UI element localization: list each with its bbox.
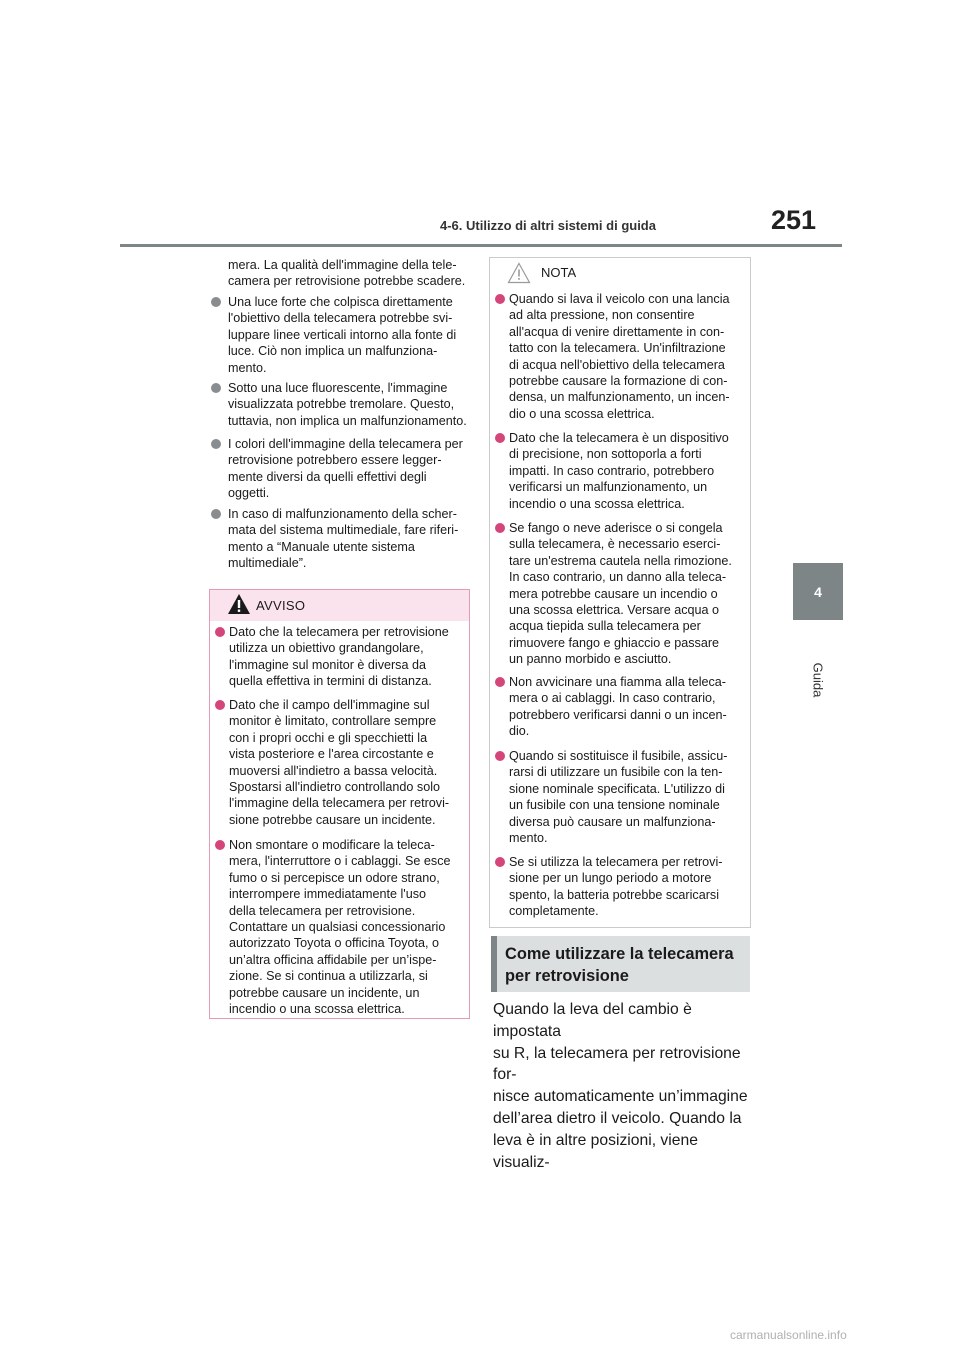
page-number: 251 — [770, 205, 816, 235]
bullet-icon — [495, 523, 505, 533]
section-heading: Come utilizzare la telecamera per retrovisione — [491, 936, 750, 992]
bullet-icon — [211, 439, 221, 449]
note-title: NOTA — [541, 265, 577, 280]
bullet-icon — [211, 297, 221, 307]
bullet-icon — [495, 294, 505, 304]
chapter-label-text: Guida — [810, 662, 826, 698]
bullet-icon — [211, 509, 221, 519]
bullet-icon — [495, 433, 505, 443]
warning-title: AVVISO — [256, 598, 306, 613]
bullet-icon — [495, 857, 505, 867]
continuation-text: mera. La qualità dell'immagine della tele- camera per retrovisione potrebbe scadere. — [228, 258, 466, 289]
chapter-label — [786, 650, 850, 710]
header-rule — [120, 244, 842, 247]
watermark: carmanualsonline.info — [730, 1328, 847, 1342]
bullet-icon — [215, 840, 225, 850]
bullet-icon — [215, 700, 225, 710]
section-title: 4-6. Utilizzo di altri sistemi di guida — [440, 218, 656, 233]
chapter-tab: 4 — [793, 563, 843, 620]
bullet-icon — [215, 627, 225, 637]
bullet-icon — [495, 677, 505, 687]
section-body: Quando la leva del cambio è impostata su R, la telecamera per retrovisione for- nisce automaticamente un’immagine dell’area dietro il veicolo. Quando la leva è in altre posizioni, viene visualiz- — [493, 1001, 748, 1171]
warning-triangle-icon — [227, 593, 251, 615]
caution-triangle-icon — [507, 262, 531, 284]
bullet-icon — [211, 383, 221, 393]
bullet-icon — [495, 751, 505, 761]
